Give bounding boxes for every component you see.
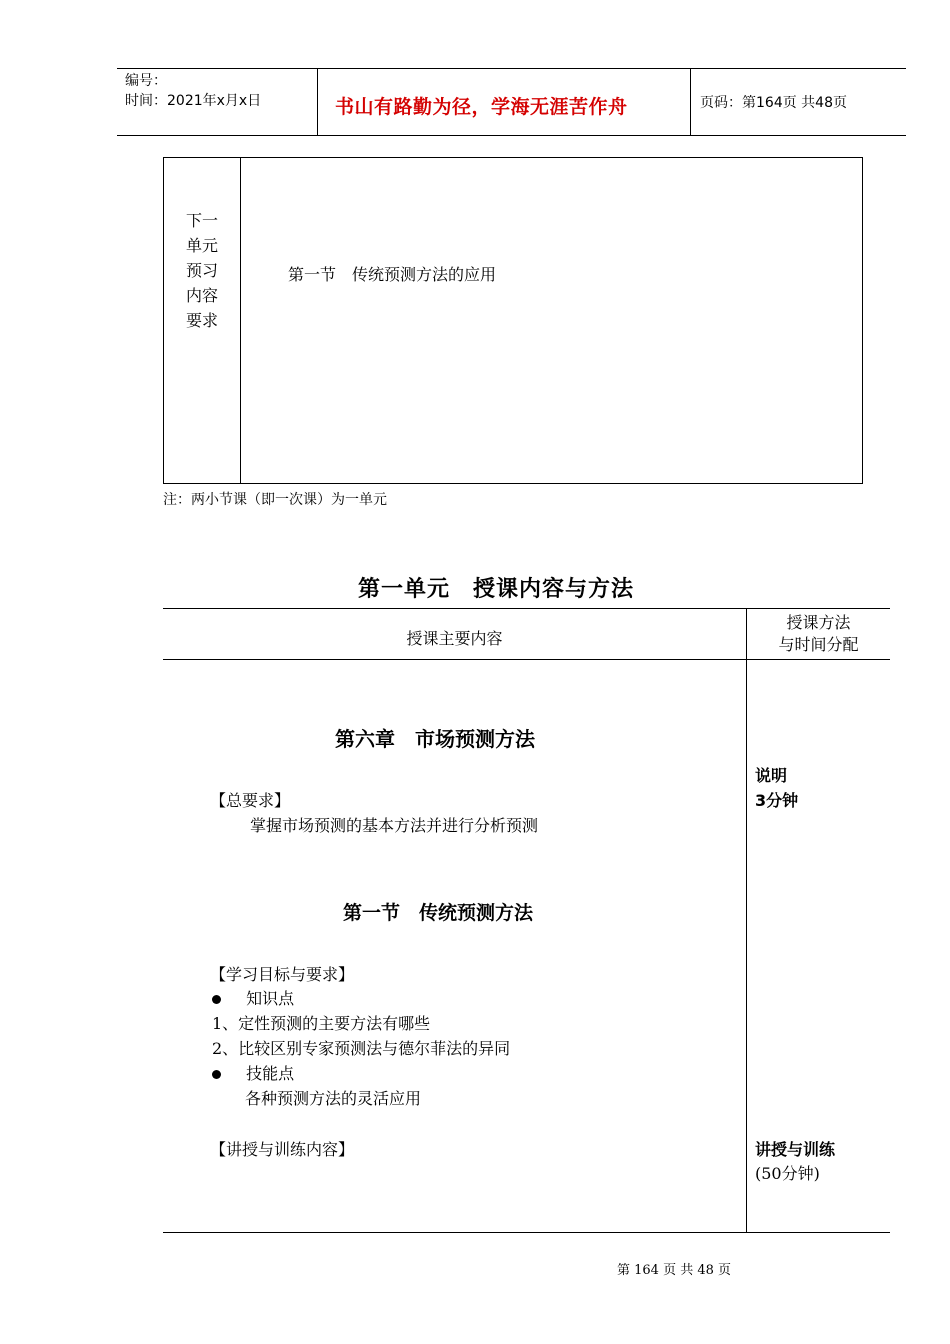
header-divider-left <box>317 68 318 136</box>
knowledge-item: 1、定性预测的主要方法有哪些 <box>212 1014 431 1033</box>
skill-text: 各种预测方法的灵活应用 <box>245 1089 422 1108</box>
column-header-main: 授课主要内容 <box>406 629 503 648</box>
header-divider-right <box>690 68 691 136</box>
skill-point <box>212 1061 294 1084</box>
knowledge-point-label: 知识点 <box>246 989 295 1008</box>
preview-label-line: 内容 <box>185 286 218 305</box>
preview-label-line: 要求 <box>185 311 218 330</box>
header-time-label: 时间：2021年x月x日 <box>125 93 262 109</box>
knowledge-point <box>212 986 294 1009</box>
method-explain-time: 3分钟 <box>755 791 799 810</box>
table-header-rule <box>163 659 890 660</box>
column-header-method-line1: 授课方法 <box>786 613 851 632</box>
method-teach-train: 讲授与训练 <box>755 1140 836 1159</box>
table-column-divider <box>746 608 747 1233</box>
section-title: 第一节 传统预测方法 <box>343 902 534 924</box>
header-bottom-rule <box>117 135 906 136</box>
method-teach-train-time: (50分钟) <box>755 1164 820 1183</box>
unit-note: 注：两小节课（即一次课）为一单元 <box>163 492 387 508</box>
chapter-title: 第六章 市场预测方法 <box>335 727 535 751</box>
preview-table <box>163 157 863 484</box>
knowledge-item: 2、比较区别专家预测法与德尔菲法的异同 <box>212 1039 511 1058</box>
bullet-icon <box>212 1070 221 1079</box>
general-requirement-label: 【总要求】 <box>210 791 291 810</box>
table-bottom-rule <box>163 1232 890 1233</box>
preview-label-line: 单元 <box>185 236 218 255</box>
table-top-rule <box>163 608 890 609</box>
header-number-label: 编号： <box>125 73 167 89</box>
teaching-content-label: 【讲授与训练内容】 <box>210 1140 355 1159</box>
preview-label-line: 下一 <box>185 211 218 230</box>
preview-label <box>174 208 230 333</box>
preview-content: 第一节 传统预测方法的应用 <box>288 265 497 284</box>
learning-goals-label: 【学习目标与要求】 <box>210 965 355 984</box>
column-header-method-line2: 与时间分配 <box>778 635 859 654</box>
preview-table-divider <box>240 157 241 484</box>
header-page-label: 页码：第164页 共48页 <box>700 95 847 111</box>
general-requirement-text: 掌握市场预测的基本方法并进行分析预测 <box>250 816 539 835</box>
method-explain: 说明 <box>755 766 788 785</box>
preview-label-line: 预习 <box>185 261 218 280</box>
header-motto: 书山有路勤为径，学海无涯苦作舟 <box>335 96 628 118</box>
column-header-method <box>747 612 890 656</box>
unit-title: 第一单元 授课内容与方法 <box>358 577 635 602</box>
bullet-icon <box>212 995 221 1004</box>
page-footer: 第 164 页 共 48 页 <box>617 1263 732 1278</box>
skill-point-label: 技能点 <box>246 1064 295 1083</box>
header-top-rule <box>117 68 906 69</box>
